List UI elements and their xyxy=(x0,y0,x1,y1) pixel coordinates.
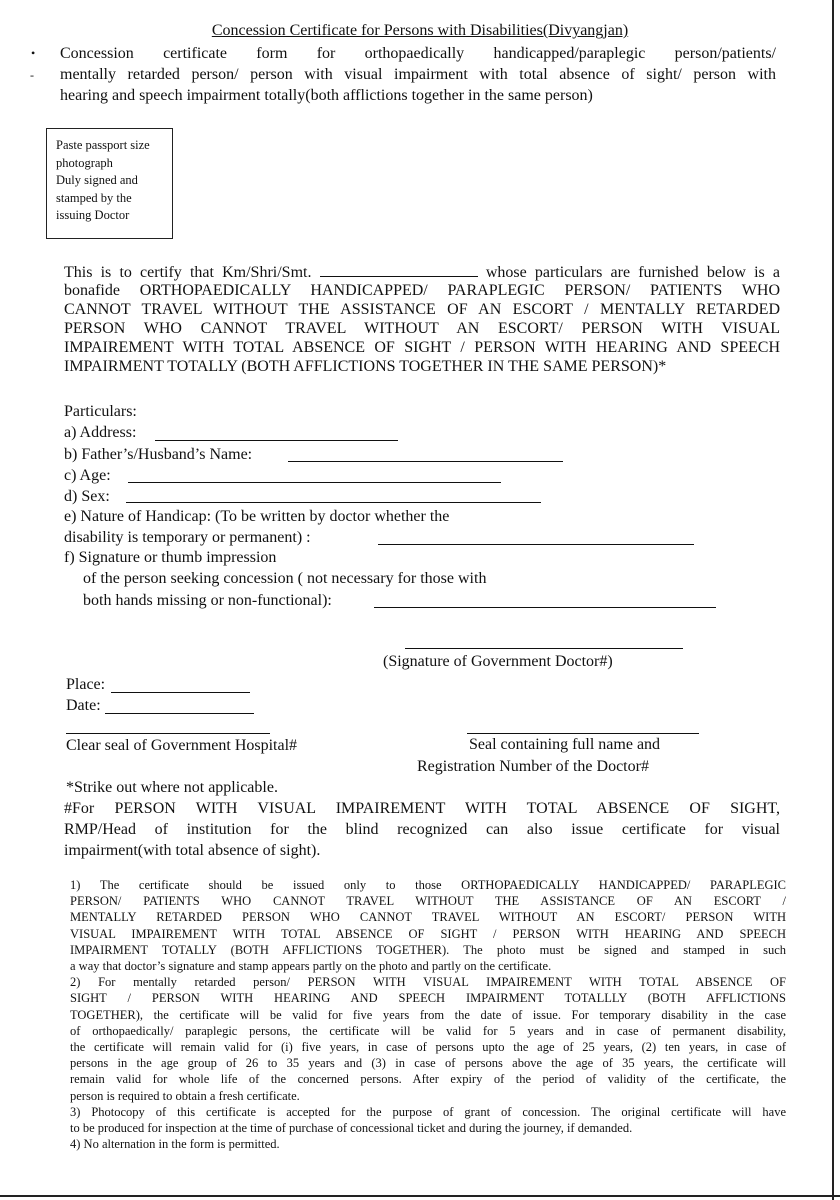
instruction-line: VISUAL IMPAIREMENT WITH TOTAL ABSENCE OF SIGHT / PERSON WITH HEARING AND SPEECH xyxy=(70,926,786,941)
strike-note: *Strike out where not applicable. xyxy=(66,779,278,796)
address-field[interactable] xyxy=(155,440,398,441)
doctor-seal-caption: Seal containing full name and xyxy=(469,736,661,753)
instruction-line: remain valid for whole life of the concerned persons. After expiry of the period of validity of the certificate, the xyxy=(70,1072,786,1087)
instruction-line: SIGHT / PERSON WITH HEARING AND SPEECH IMPAIRMENT TOTALLLY (BOTH AFFLICTIONS xyxy=(70,991,786,1006)
certify-line: PERSON WHO CANNOT TRAVEL WITHOUT AN ESCORT/ PERSON WITH VISUAL xyxy=(64,320,780,337)
handicap-label-cont: disability is temporary or permanent) : xyxy=(64,529,311,546)
sex-label: d) Sex: xyxy=(64,488,110,505)
margin-mark: - xyxy=(30,68,34,82)
father-name-field[interactable] xyxy=(288,461,563,462)
instructions-list xyxy=(70,877,786,1152)
photo-box-instructions: Paste passport size photograph Duly signed and stamped by the issuing Doctor xyxy=(56,138,150,222)
certify-line: CANNOT TRAVEL WITHOUT THE ASSISTANCE OF AN ESCORT / MENTALLY RETARDED xyxy=(64,301,780,318)
instruction-line: 4) No alternation in the form is permitted. xyxy=(70,1137,280,1152)
intro-line: mentally retarded person/ person with visual impairment with total absence of sight/ person with xyxy=(60,66,776,83)
visual-impairment-note xyxy=(64,798,780,861)
instruction-line: TOGETHER), the certificate will be valid for five years from the date of issue. For temporary disability in the case xyxy=(70,1007,786,1022)
instruction-line: a way that doctor’s signature and stamp appears partly on the photo and partly on the certificate. xyxy=(70,959,552,974)
instruction-line: persons in the age group of 26 to 35 years and (3) in case of persons above the age of 35 years, the certificate will xyxy=(70,1056,786,1071)
instruction-line: 1) The certificate should be issued only to those ORTHOPAEDICALLY HANDICAPPED/ PARAPLEGIC xyxy=(70,878,786,892)
visual-note-line: RMP/Head of institution for the blind recognized can also issue certificate for visual xyxy=(64,821,780,838)
hospital-seal-caption: Clear seal of Government Hospital# xyxy=(66,737,298,754)
intro-paragraph xyxy=(60,43,776,106)
intro-line: Concession certificate form for orthopaedically handicapped/paraplegic person/patients/ xyxy=(60,45,776,62)
signature-label-cont: of the person seeking concession ( not necessary for those with xyxy=(83,570,487,587)
photo-box[interactable] xyxy=(46,128,173,239)
margin-mark: • xyxy=(31,46,36,60)
page-title: Concession Certificate for Persons with Disabilities(Divyangjan) xyxy=(211,22,629,39)
age-field[interactable] xyxy=(128,482,501,483)
instruction-line: 3) Photocopy of this certificate is accepted for the purpose of grant of concession. The original certificate will have xyxy=(70,1104,786,1119)
certify-end: whose particulars are furnished below is a xyxy=(485,264,781,281)
instruction-line: person is required to obtain a fresh certificate. xyxy=(70,1088,300,1103)
place-field[interactable] xyxy=(111,692,250,693)
handicap-label: e) Nature of Handicap: (To be written by doctor whether the xyxy=(64,508,450,525)
instruction-line: the certificate will remain valid for (i) five years, in case of persons upto the age of 25 years, (2) ten years, in case of xyxy=(70,1040,786,1055)
instruction-line: 2) For mentally retarded person/ PERSON WITH VISUAL IMPAIREMENT WITH TOTAL ABSENCE OF xyxy=(70,975,786,990)
particulars-heading: Particulars: xyxy=(64,403,137,420)
signature-label-cont: both hands missing or non-functional): xyxy=(83,592,332,609)
certify-first-line xyxy=(64,262,780,281)
date-label: Date: xyxy=(66,697,101,714)
certify-line: bonafide ORTHOPAEDICALLY HANDICAPPED/ PARAPLEGIC PERSON/ PATIENTS WHO xyxy=(64,282,780,299)
place-label: Place: xyxy=(66,676,106,693)
page-border-right xyxy=(832,0,834,1200)
certification-statement xyxy=(64,262,780,376)
instruction-line: to be produced for inspection at the time of purchase of concessional ticket and during the journey, if demanded. xyxy=(70,1121,633,1136)
doctor-signature-field[interactable] xyxy=(405,648,683,649)
visual-note-line: #For PERSON WITH VISUAL IMPAIREMENT WITH TOTAL ABSENCE OF SIGHT, xyxy=(64,800,780,817)
doctor-signature-caption: (Signature of Government Doctor#) xyxy=(383,653,613,670)
handicap-field[interactable] xyxy=(378,544,694,545)
certify-line: IMPAIREMENT WITH TOTAL ABSENCE OF SIGHT / PERSON WITH HEARING AND SPEECH xyxy=(64,339,780,356)
applicant-signature-field[interactable] xyxy=(374,607,716,608)
doctor-seal-caption-cont: Registration Number of the Doctor# xyxy=(417,758,649,775)
instruction-line: IMPAIRMENT TOTALLY (BOTH AFFLICTIONS TOGETHER). The photo must be signed and stamped in such xyxy=(70,942,786,957)
sex-field[interactable] xyxy=(126,502,541,503)
certify-start: This is to certify that Km/Shri/Smt. xyxy=(64,264,312,281)
instruction-line: of orthopaedically/ paraplegic persons, the certificate will be valid for 5 years and in case of permanent disability, xyxy=(70,1023,786,1038)
age-label: c) Age: xyxy=(64,467,111,484)
doctor-seal-field[interactable] xyxy=(467,733,699,734)
instruction-line: PERSON/ PATIENTS WHO CANNOT TRAVEL WITHOUT THE ASSISTANCE OF AN ESCORT / xyxy=(70,894,786,909)
signature-label: f) Signature or thumb impression xyxy=(64,549,277,566)
address-label: a) Address: xyxy=(64,424,137,441)
hospital-seal-field[interactable] xyxy=(66,733,270,734)
intro-line: hearing and speech impairment totally(both afflictions together in the same person) xyxy=(60,87,593,104)
certify-line: IMPAIRMENT TOTALLY (BOTH AFFLICTIONS TOGETHER IN THE SAME PERSON)* xyxy=(64,358,667,375)
name-field[interactable] xyxy=(320,262,478,277)
instruction-line: MENTALLY RETARDED PERSON WHO CANNOT TRAVEL WITHOUT AN ESCORT/ PERSON WITH xyxy=(70,910,786,925)
father-name-label: b) Father’s/Husband’s Name: xyxy=(64,446,253,463)
date-field[interactable] xyxy=(105,713,254,714)
visual-note-line: impairment(with total absence of sight). xyxy=(64,842,321,859)
page-border-bottom xyxy=(0,1195,840,1197)
